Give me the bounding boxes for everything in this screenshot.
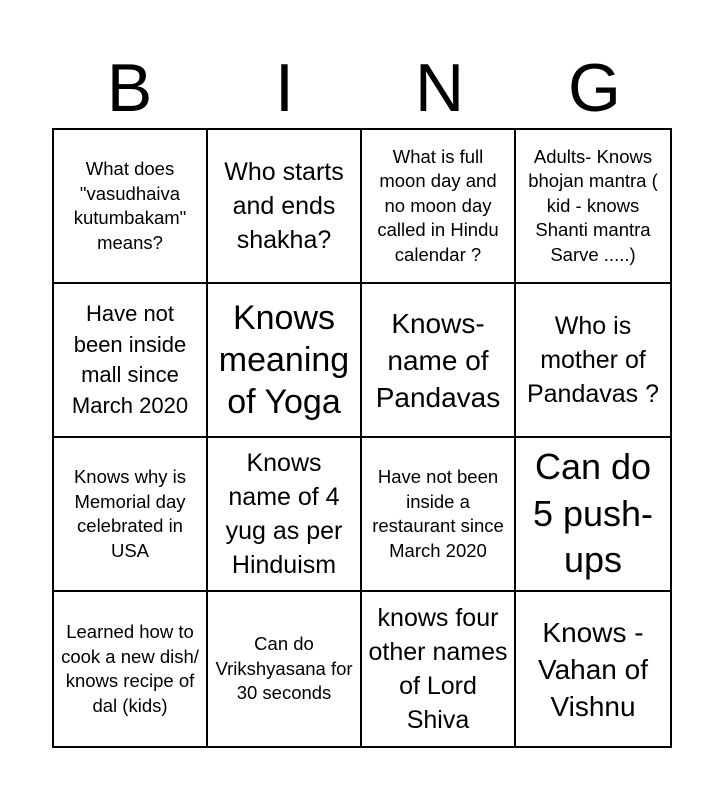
- header-letter-g: G: [568, 50, 621, 126]
- bingo-cell-text: Knows why is Memorial day celebrated in USA: [73, 466, 187, 561]
- bingo-header: [52, 50, 672, 126]
- bingo-cell[interactable]: [516, 438, 670, 592]
- bingo-cell[interactable]: [362, 284, 516, 438]
- bingo-cell[interactable]: [208, 130, 362, 284]
- bingo-cell[interactable]: [54, 438, 208, 592]
- header-letter-n: N: [414, 50, 465, 126]
- bingo-cell[interactable]: [362, 592, 516, 746]
- bingo-cell[interactable]: [54, 130, 208, 284]
- bingo-card-grid: [52, 128, 672, 748]
- bingo-cell[interactable]: [208, 284, 362, 438]
- bingo-cell-text: Adults- Knows bhojan mantra ( kid - knows Shanti mantra Sarve .....): [528, 145, 658, 265]
- bingo-cell[interactable]: [208, 592, 362, 746]
- bingo-cell-text: Have not been inside a restaurant since March 2020: [372, 466, 504, 561]
- bingo-cell[interactable]: [54, 284, 208, 438]
- bingo-cell-text: Learned how to cook a new dish/ knows recipe of dal (kids): [61, 621, 199, 716]
- bingo-cell-text: Can do Vrikshyasana for 30 seconds: [215, 633, 353, 704]
- bingo-cell-text: knows four other names of Lord Shiva: [368, 604, 508, 734]
- bingo-cell-text: Knows name of 4 yug as per Hinduism: [225, 449, 343, 579]
- bingo-cell-text: Knows meaning of Yoga: [218, 299, 350, 421]
- bingo-cell-text: Have not been inside mall since March 2020: [71, 301, 189, 418]
- bingo-cell-text: Who is mother of Pandavas ?: [526, 312, 660, 408]
- bingo-cell[interactable]: [362, 130, 516, 284]
- bingo-cell-text: Who starts and ends shakha?: [224, 158, 344, 254]
- bingo-cell-text: What does "vasudhaiva kutumbakam" means?: [73, 158, 187, 253]
- bingo-cell[interactable]: [516, 130, 670, 284]
- bingo-cell-text: Knows - Vahan of Vishnu: [537, 616, 649, 722]
- header-letter-i: I: [275, 50, 294, 126]
- bingo-cell[interactable]: [362, 438, 516, 592]
- bingo-cell[interactable]: [208, 438, 362, 592]
- bingo-cell-text: Knows- name of Pandavas: [375, 307, 501, 413]
- bingo-cell[interactable]: [516, 284, 670, 438]
- bingo-cell-text: What is full moon day and no moon day called in Hindu calendar ?: [377, 145, 499, 265]
- header-letter-b: B: [106, 50, 153, 126]
- bingo-cell[interactable]: [54, 592, 208, 746]
- bingo-cell-text: Can do 5 push-ups: [532, 446, 654, 581]
- bingo-cell[interactable]: [516, 592, 670, 746]
